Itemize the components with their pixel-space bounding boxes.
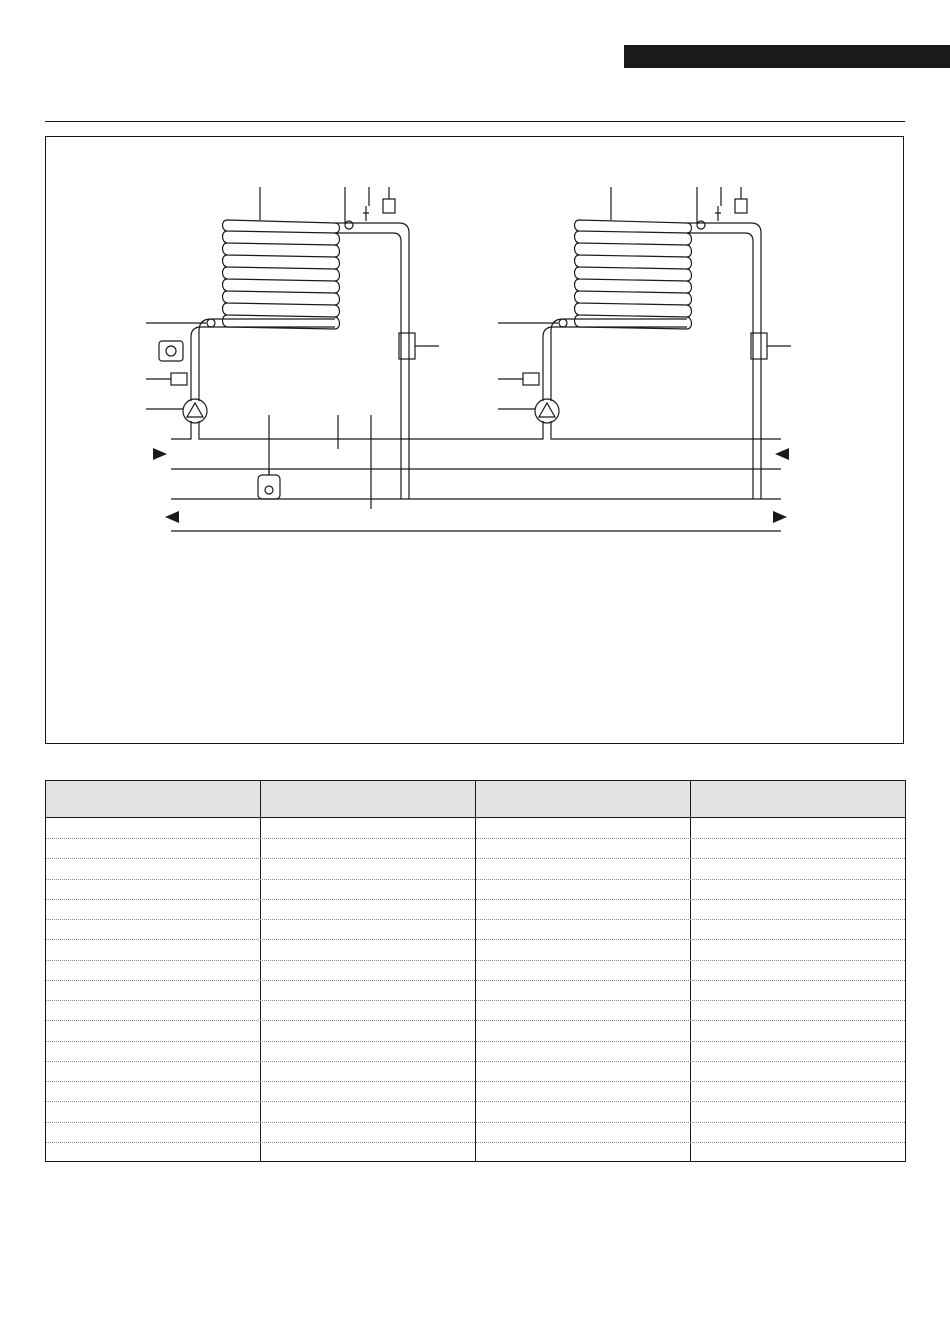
- heating-circuit-left: [146, 187, 439, 509]
- table-row: [46, 960, 905, 961]
- header-rule: [45, 121, 905, 122]
- check-valve-left: [171, 373, 187, 385]
- air-vent-left: [383, 199, 395, 213]
- table-row: [46, 1020, 905, 1021]
- table-row: [46, 879, 905, 880]
- valve-right-top: [697, 221, 705, 229]
- actuator-left: [159, 341, 183, 361]
- valve-right-bottom: [559, 319, 567, 327]
- supply-riser-left: [335, 223, 409, 499]
- flow-arrows: [153, 448, 789, 523]
- table-row: [46, 1000, 905, 1001]
- valve-left-bottom: [207, 319, 215, 327]
- table-row: [46, 899, 905, 900]
- flow-arrow-left-icon: [775, 448, 789, 460]
- check-valve-right: [523, 373, 539, 385]
- table-row: [46, 919, 905, 920]
- flow-arrow-left-icon: [165, 511, 179, 523]
- parts-table: [45, 780, 906, 1162]
- table-row: [46, 1041, 905, 1042]
- supply-riser-right: [687, 223, 761, 499]
- coil-right: [575, 220, 692, 329]
- table-row: [46, 1061, 905, 1062]
- expansion-vessel: [258, 469, 280, 499]
- table-row: [46, 1081, 905, 1082]
- table-row: [46, 858, 905, 859]
- table-row: [46, 1122, 905, 1123]
- hydraulic-diagram-frame: [45, 136, 904, 744]
- air-vent-right: [735, 199, 747, 213]
- distribution-lines: [171, 469, 781, 531]
- section-header-tab: [624, 45, 950, 68]
- table-row: [46, 838, 905, 839]
- table-row: [46, 1101, 905, 1102]
- thermometer-left: [363, 206, 369, 221]
- valve-left-top: [345, 221, 353, 229]
- flow-arrow-right-icon: [773, 511, 787, 523]
- thermometer-right: [715, 206, 721, 221]
- table-row: [46, 939, 905, 940]
- heating-circuit-right: [409, 187, 791, 499]
- table-row: [46, 1142, 905, 1143]
- flow-arrow-right-icon: [153, 448, 167, 460]
- coil-left: [223, 220, 340, 329]
- hydraulic-diagram: [46, 137, 905, 745]
- table-row: [46, 980, 905, 981]
